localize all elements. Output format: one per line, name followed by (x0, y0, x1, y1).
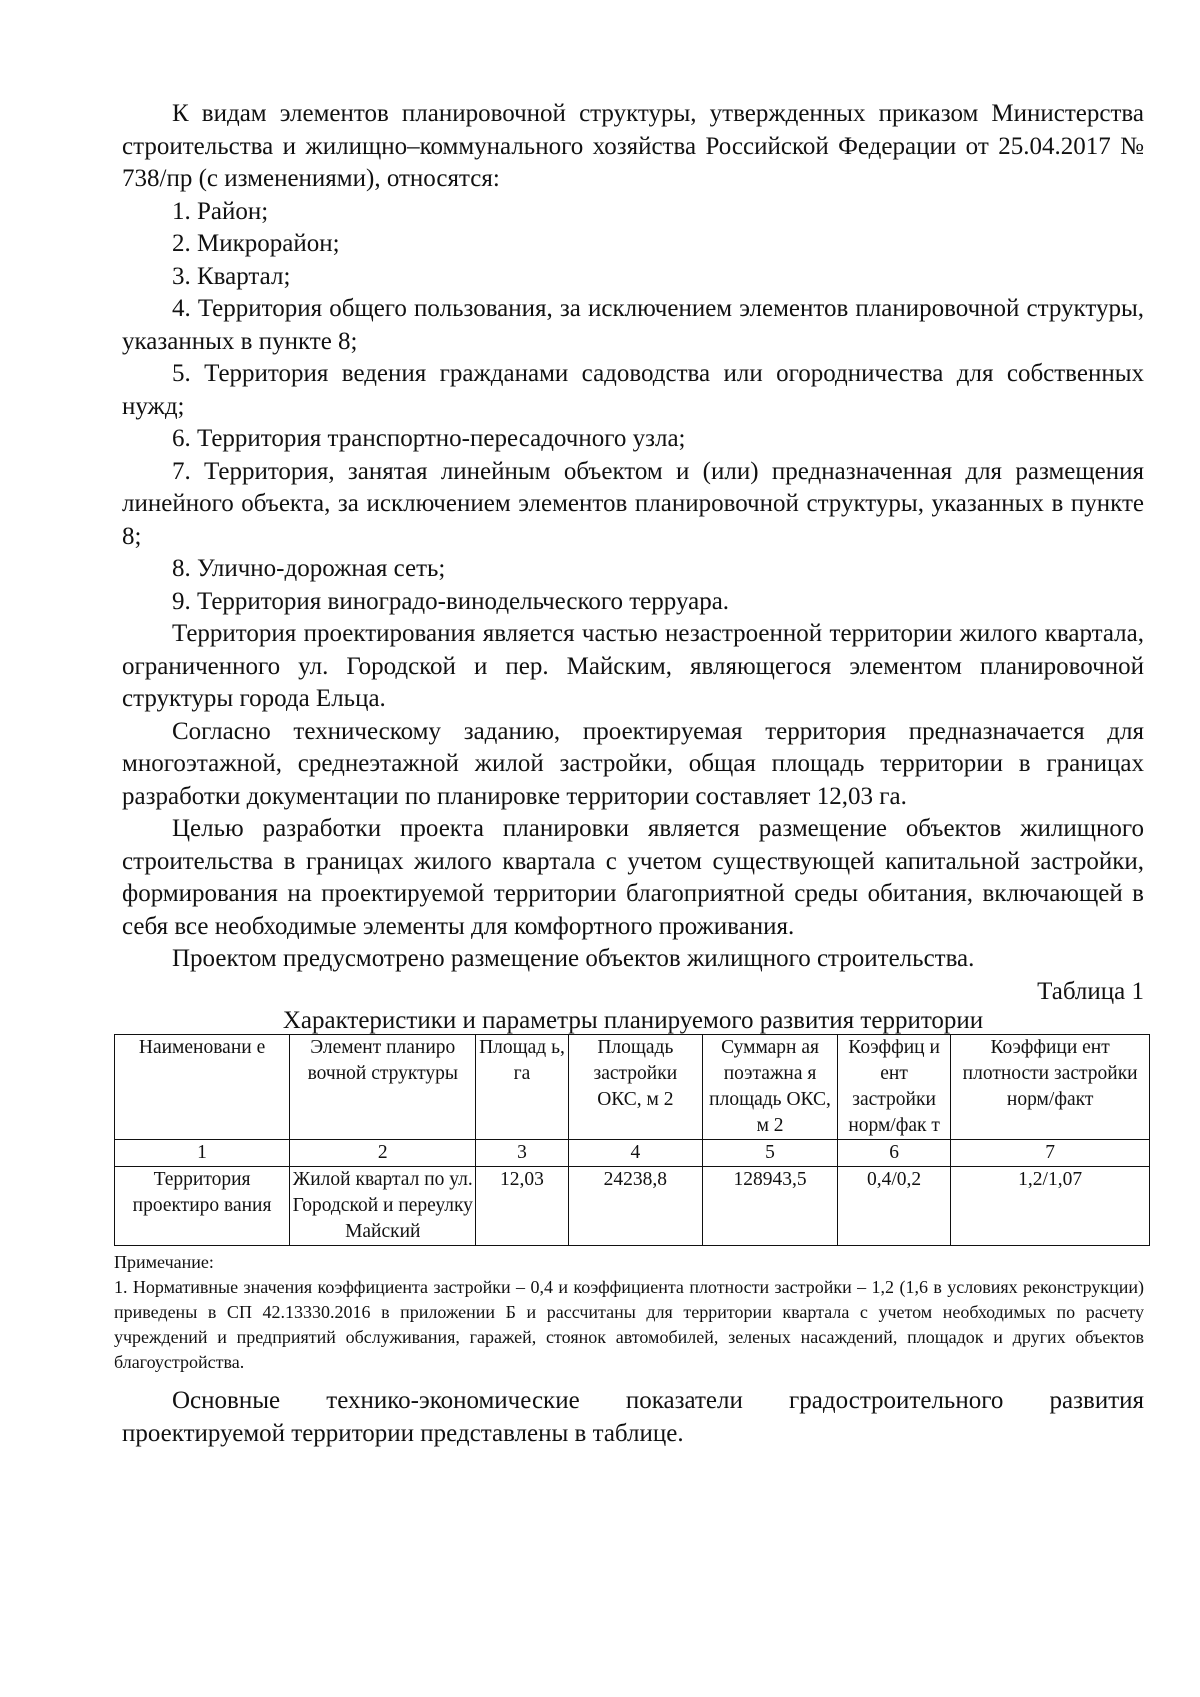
header-cell: Наименовани е (115, 1035, 290, 1140)
list-item-3: 3. Квартал; (172, 262, 291, 290)
list-item-8: 8. Улично-дорожная сеть; (172, 555, 446, 582)
note-heading: Примечание: (114, 1252, 214, 1272)
document-page (114, 98, 1144, 1450)
final-paragraph: Основные технико-экономические показатели градостроительного развития проектируемой территории представлены в таблице. (122, 1387, 1144, 1447)
column-number-cell: 7 (951, 1140, 1150, 1167)
column-number-cell: 2 (290, 1140, 476, 1167)
table-label: Таблица 1 (1037, 977, 1144, 1005)
header-cell: Элемент планиро вочной структуры (290, 1035, 476, 1140)
header-cell: Площад ь, га (476, 1035, 568, 1140)
header-cell: Коэффици ент плотности застройки норм/факт (951, 1035, 1150, 1140)
list-item-7: 7. Территория, занятая линейным объектом и (или) предназначенная для размещения линейного объекта, за исключением элементов планировочной структуры, указанных в пункте 8; (122, 457, 1144, 550)
header-cell: Суммарн ая поэтажна я площадь ОКС, м 2 (703, 1035, 838, 1140)
table-cell: Жилой квартал по ул. Городской и переулку Майский (290, 1167, 476, 1246)
paragraph-goal: Целью разработки проекта планировки является размещение объектов жилищного строительства в границах жилого квартала с учетом существующей капитальной застройки, формирования на проектируемой территории благоприятной среды обитания, включающей в себя все необходимые элементы для комфортного проживания. (122, 815, 1144, 940)
table-cell: 1,2/1,07 (951, 1167, 1150, 1246)
list-item-6: 6. Территория транспортно-пересадочного узла; (172, 425, 686, 452)
list-item-9: 9. Территория виноградо-винодельческого терруара. (172, 587, 730, 615)
note-text: 1. Нормативные значения коэффициента застройки – 0,4 и коэффициента плотности застройки – 1,2 (1,6 в условиях реконструкции) приведены в СП 42.13330.2016 в приложении Б и рассчитаны для территории квартала с учетом необходимых по расчету учреждений и предприятий обслуживания, гаражей, стоянок автомобилей, зеленых насаждений, площадок и других объектов благоустройства. (114, 1277, 1144, 1372)
header-cell: Коэффиц и ент застройки норм/фак т (837, 1035, 950, 1140)
column-number-cell: 3 (476, 1140, 568, 1167)
table-caption: Характеристики и параметры планируемого развития территории (282, 1007, 984, 1034)
table-cell: 12,03 (476, 1167, 568, 1246)
list-item-2: 2. Микрорайон; (172, 230, 340, 257)
header-cell: Площадь застройки ОКС, м 2 (568, 1035, 703, 1140)
table-cell: 128943,5 (703, 1167, 838, 1246)
list-item-1: 1. Район; (172, 197, 269, 225)
paragraph-assignment: Согласно техническому заданию, проектируемая территория предназначается для многоэтажной, среднеэтажной жилой застройки, общая площадь территории в границах разработки документации по планировке территории составляет 12,03 га. (122, 717, 1144, 810)
table-number-row (115, 1140, 1150, 1167)
column-number-cell: 6 (837, 1140, 950, 1167)
column-number-cell: 1 (115, 1140, 290, 1167)
column-number-cell: 4 (568, 1140, 703, 1167)
table-header-row (115, 1035, 1150, 1140)
paragraph-territory: Территория проектирования является частью незастроенной территории жилого квартала, ограниченного ул. Городской и пер. Майским, являющегося элементом планировочной структуры города Ельца. (122, 620, 1144, 712)
list-item-4: 4. Территория общего пользования, за исключением элементов планировочной структуры, указанных в пункте 8; (122, 295, 1144, 355)
list-item-5: 5. Территория ведения гражданами садоводства или огородничества для собственных нужд; (122, 360, 1144, 420)
column-number-cell: 5 (703, 1140, 838, 1167)
intro-paragraph: К видам элементов планировочной структуры, утвержденных приказом Министерства строительства и жилищно–коммунального хозяйства Российской Федерации от 25.04.2017 № 738/пр (с изменениями), относятся: (122, 100, 1144, 192)
parameters-table (114, 1034, 1150, 1246)
table-cell: Территория проектиро вания (115, 1167, 290, 1246)
table-cell: 0,4/0,2 (837, 1167, 950, 1246)
table-cell: 24238,8 (568, 1167, 703, 1246)
paragraph-project: Проектом предусмотрено размещение объектов жилищного строительства. (172, 945, 975, 972)
table-row (115, 1167, 1150, 1246)
